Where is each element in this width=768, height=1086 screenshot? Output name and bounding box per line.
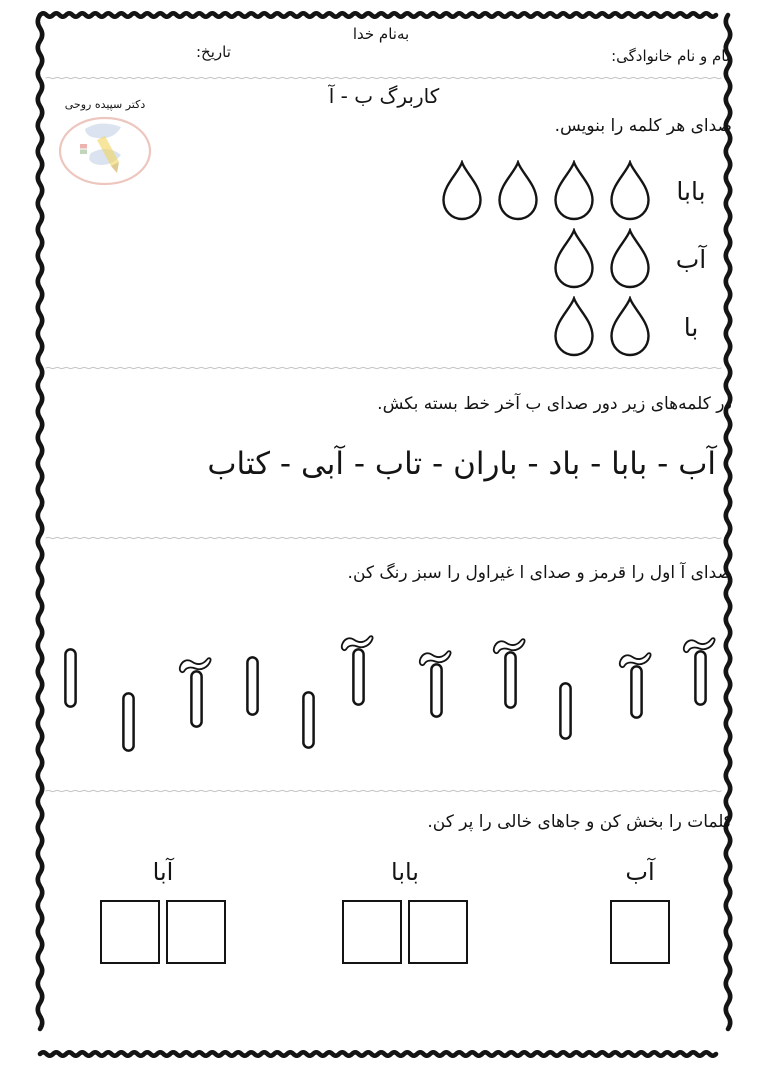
sound-row bbox=[438, 228, 720, 291]
alef-outline-letter[interactable] bbox=[64, 648, 77, 708]
teardrop-answer-slot[interactable] bbox=[438, 160, 486, 223]
teardrop-answer-slot[interactable] bbox=[550, 160, 598, 223]
sound-row-word: آب bbox=[675, 245, 707, 274]
syllable-group bbox=[342, 856, 468, 964]
alef-outline-letter[interactable] bbox=[302, 691, 315, 749]
teardrop-answer-slot[interactable] bbox=[606, 296, 654, 359]
teardrop-answer-slot[interactable] bbox=[606, 228, 654, 291]
alef-outline-letter[interactable] bbox=[246, 656, 259, 716]
bismillah-text: به‌نام خدا bbox=[352, 25, 410, 43]
teardrop-answer-slot[interactable] bbox=[606, 160, 654, 223]
teardrop-answer-slot[interactable] bbox=[494, 160, 542, 223]
alef-madda-outline-letter[interactable] bbox=[339, 634, 375, 706]
border-right bbox=[726, 15, 730, 1029]
section-divider bbox=[46, 367, 721, 368]
sound-row-word: بابا bbox=[676, 177, 706, 206]
section3-instruction: صدای آ اول را قرمز و صدای ا غیراول را سبز رنگ کن. bbox=[347, 563, 732, 583]
alef-madda-outline-letter[interactable] bbox=[177, 656, 213, 728]
worksheet-title: کاربرگ ب - آ bbox=[328, 84, 440, 108]
section1-instruction: صدای هر کلمه را بنویس. bbox=[554, 116, 732, 136]
alef-madda-outline-letter[interactable] bbox=[617, 651, 653, 719]
teardrop-answer-slot[interactable] bbox=[550, 296, 598, 359]
alef-madda-outline-letter[interactable] bbox=[681, 636, 717, 706]
alef-outline-letter[interactable] bbox=[559, 682, 572, 740]
syllable-answer-box[interactable] bbox=[100, 900, 160, 964]
syllable-word: آبا bbox=[152, 858, 174, 886]
boxes-row bbox=[342, 900, 468, 964]
section4-instruction: کلمات را بخش کن و جاهای خالی را پر کن. bbox=[427, 812, 732, 832]
name-field-label: نام و نام خانوادگی: bbox=[611, 47, 730, 65]
syllable-group bbox=[100, 856, 226, 964]
syllable-answer-box[interactable] bbox=[610, 900, 670, 964]
syllable-answer-box[interactable] bbox=[166, 900, 226, 964]
section1-sound-rows bbox=[438, 160, 720, 359]
logo-text: دکتر سپیده روحی bbox=[64, 98, 146, 111]
sound-row bbox=[438, 160, 720, 223]
syllable-answer-box[interactable] bbox=[342, 900, 402, 964]
section2-words-line[interactable]: آب - بابا - باد - باران - تاب - آبی - کتاب bbox=[207, 446, 716, 482]
section-divider bbox=[46, 537, 721, 538]
alef-madda-outline-letter[interactable] bbox=[491, 637, 527, 709]
alef-madda-outline-letter[interactable] bbox=[417, 649, 453, 718]
publisher-logo bbox=[52, 98, 158, 187]
border-top bbox=[40, 13, 716, 16]
sound-row bbox=[438, 296, 720, 359]
section-divider bbox=[46, 77, 721, 78]
border-left bbox=[38, 15, 42, 1029]
alef-outline-letter[interactable] bbox=[122, 692, 135, 752]
border-bottom bbox=[40, 1052, 716, 1055]
boxes-row bbox=[610, 900, 670, 964]
syllable-word: آب bbox=[625, 858, 655, 886]
sound-row-word: با bbox=[683, 313, 699, 342]
logo-watermark-icon bbox=[57, 113, 153, 187]
teardrop-answer-slot[interactable] bbox=[550, 228, 598, 291]
section-divider bbox=[46, 790, 721, 791]
syllable-group bbox=[610, 856, 670, 964]
date-field-label: تاریخ: bbox=[196, 43, 231, 61]
syllable-answer-box[interactable] bbox=[408, 900, 468, 964]
syllable-word: بابا bbox=[391, 858, 419, 886]
section2-instruction: در کلمه‌های زیر دور صدای ب آخر خط بسته بکش. bbox=[377, 394, 732, 414]
boxes-row bbox=[100, 900, 226, 964]
